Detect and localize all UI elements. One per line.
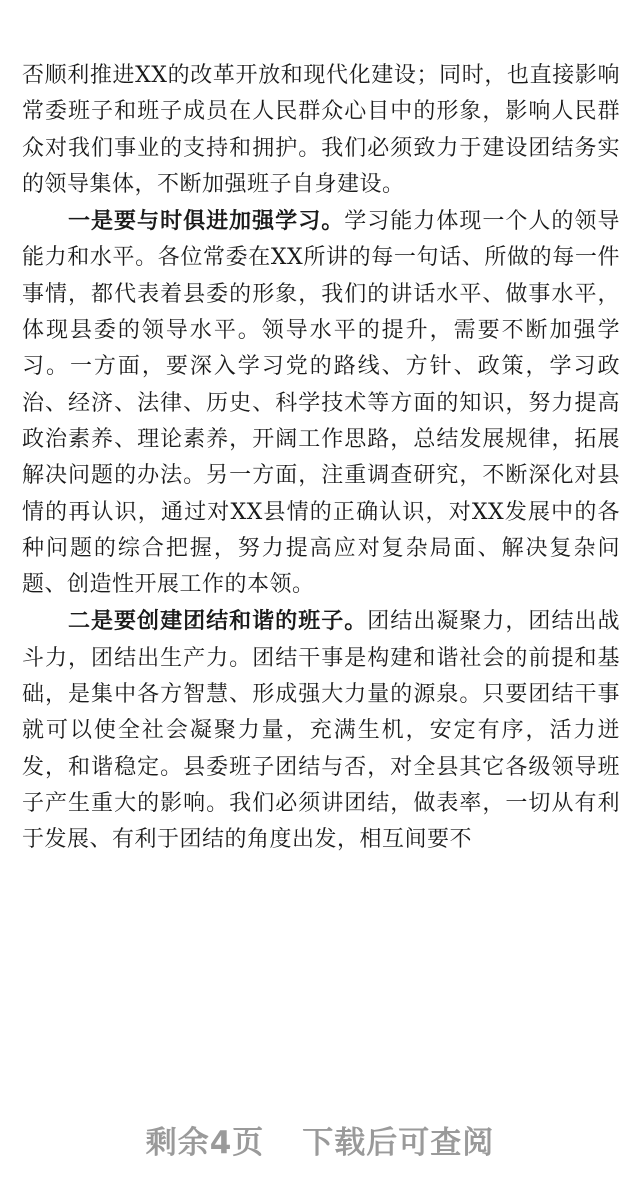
download-prompt-label[interactable]: 下载后可查阅 xyxy=(302,1125,495,1161)
paragraph-3 xyxy=(22,603,620,858)
paragraph-1-text: 否顺利推进XX的改革开放和现代化建设；同时，也直接影响常委班子和班子成员在人民群众心目中的形象，影响人民群众对我们事业的支持和拥护。我们必须致力于建设团结务实的领导集体，不断加强班子自身建设。 xyxy=(22,63,620,197)
download-banner[interactable] xyxy=(0,1117,640,1162)
paragraph-1 xyxy=(22,58,620,203)
remaining-pages-label: 剩余4页 xyxy=(145,1125,265,1161)
paragraph-2-heading: 一是要与时俱进加强学习。 xyxy=(68,208,345,235)
paragraph-3-heading: 二是要创建团结和谐的班子。 xyxy=(68,608,368,635)
paragraph-3-text: 团结出凝聚力，团结出战斗力，团结出生产力。团结干事是构建和谐社会的前提和基础，是集中各方智慧、形成强大力量的源泉。只要团结干事就可以使全社会凝聚力量，充满生机，安定有序，活力迸发，和谐稳定。县委班子团结与否，对全县其它各级领导班子产生重大的影响。我们必须讲团结，做表率，一切从有利于发展、有利于团结的角度出发，相互间要不 xyxy=(22,609,620,853)
paragraph-2-text: 学习能力体现一个人的领导能力和水平。各位常委在XX所讲的每一句话、所做的每一件事情，都代表着县委的形象，我们的讲话水平、做事水平，体现县委的领导水平。领导水平的提升，需要不断加强学习。一方面，要深入学习党的路线、方针、政策，学习政治、经济、法律、历史、科学技术等方面的知识，努力提高政治素养、理论素养，开阔工作思路，总结发展规律，拓展解决问题的办法。另一方面，注重调查研究，不断深化对县情的再认识，通过对XX县情的正确认识，对XX发展中的各种问题的综合把握，努力提高应对复杂局面、解决复杂问题、创造性开展工作的本领。 xyxy=(22,209,620,598)
document-body xyxy=(22,58,620,859)
paragraph-2 xyxy=(22,203,620,603)
